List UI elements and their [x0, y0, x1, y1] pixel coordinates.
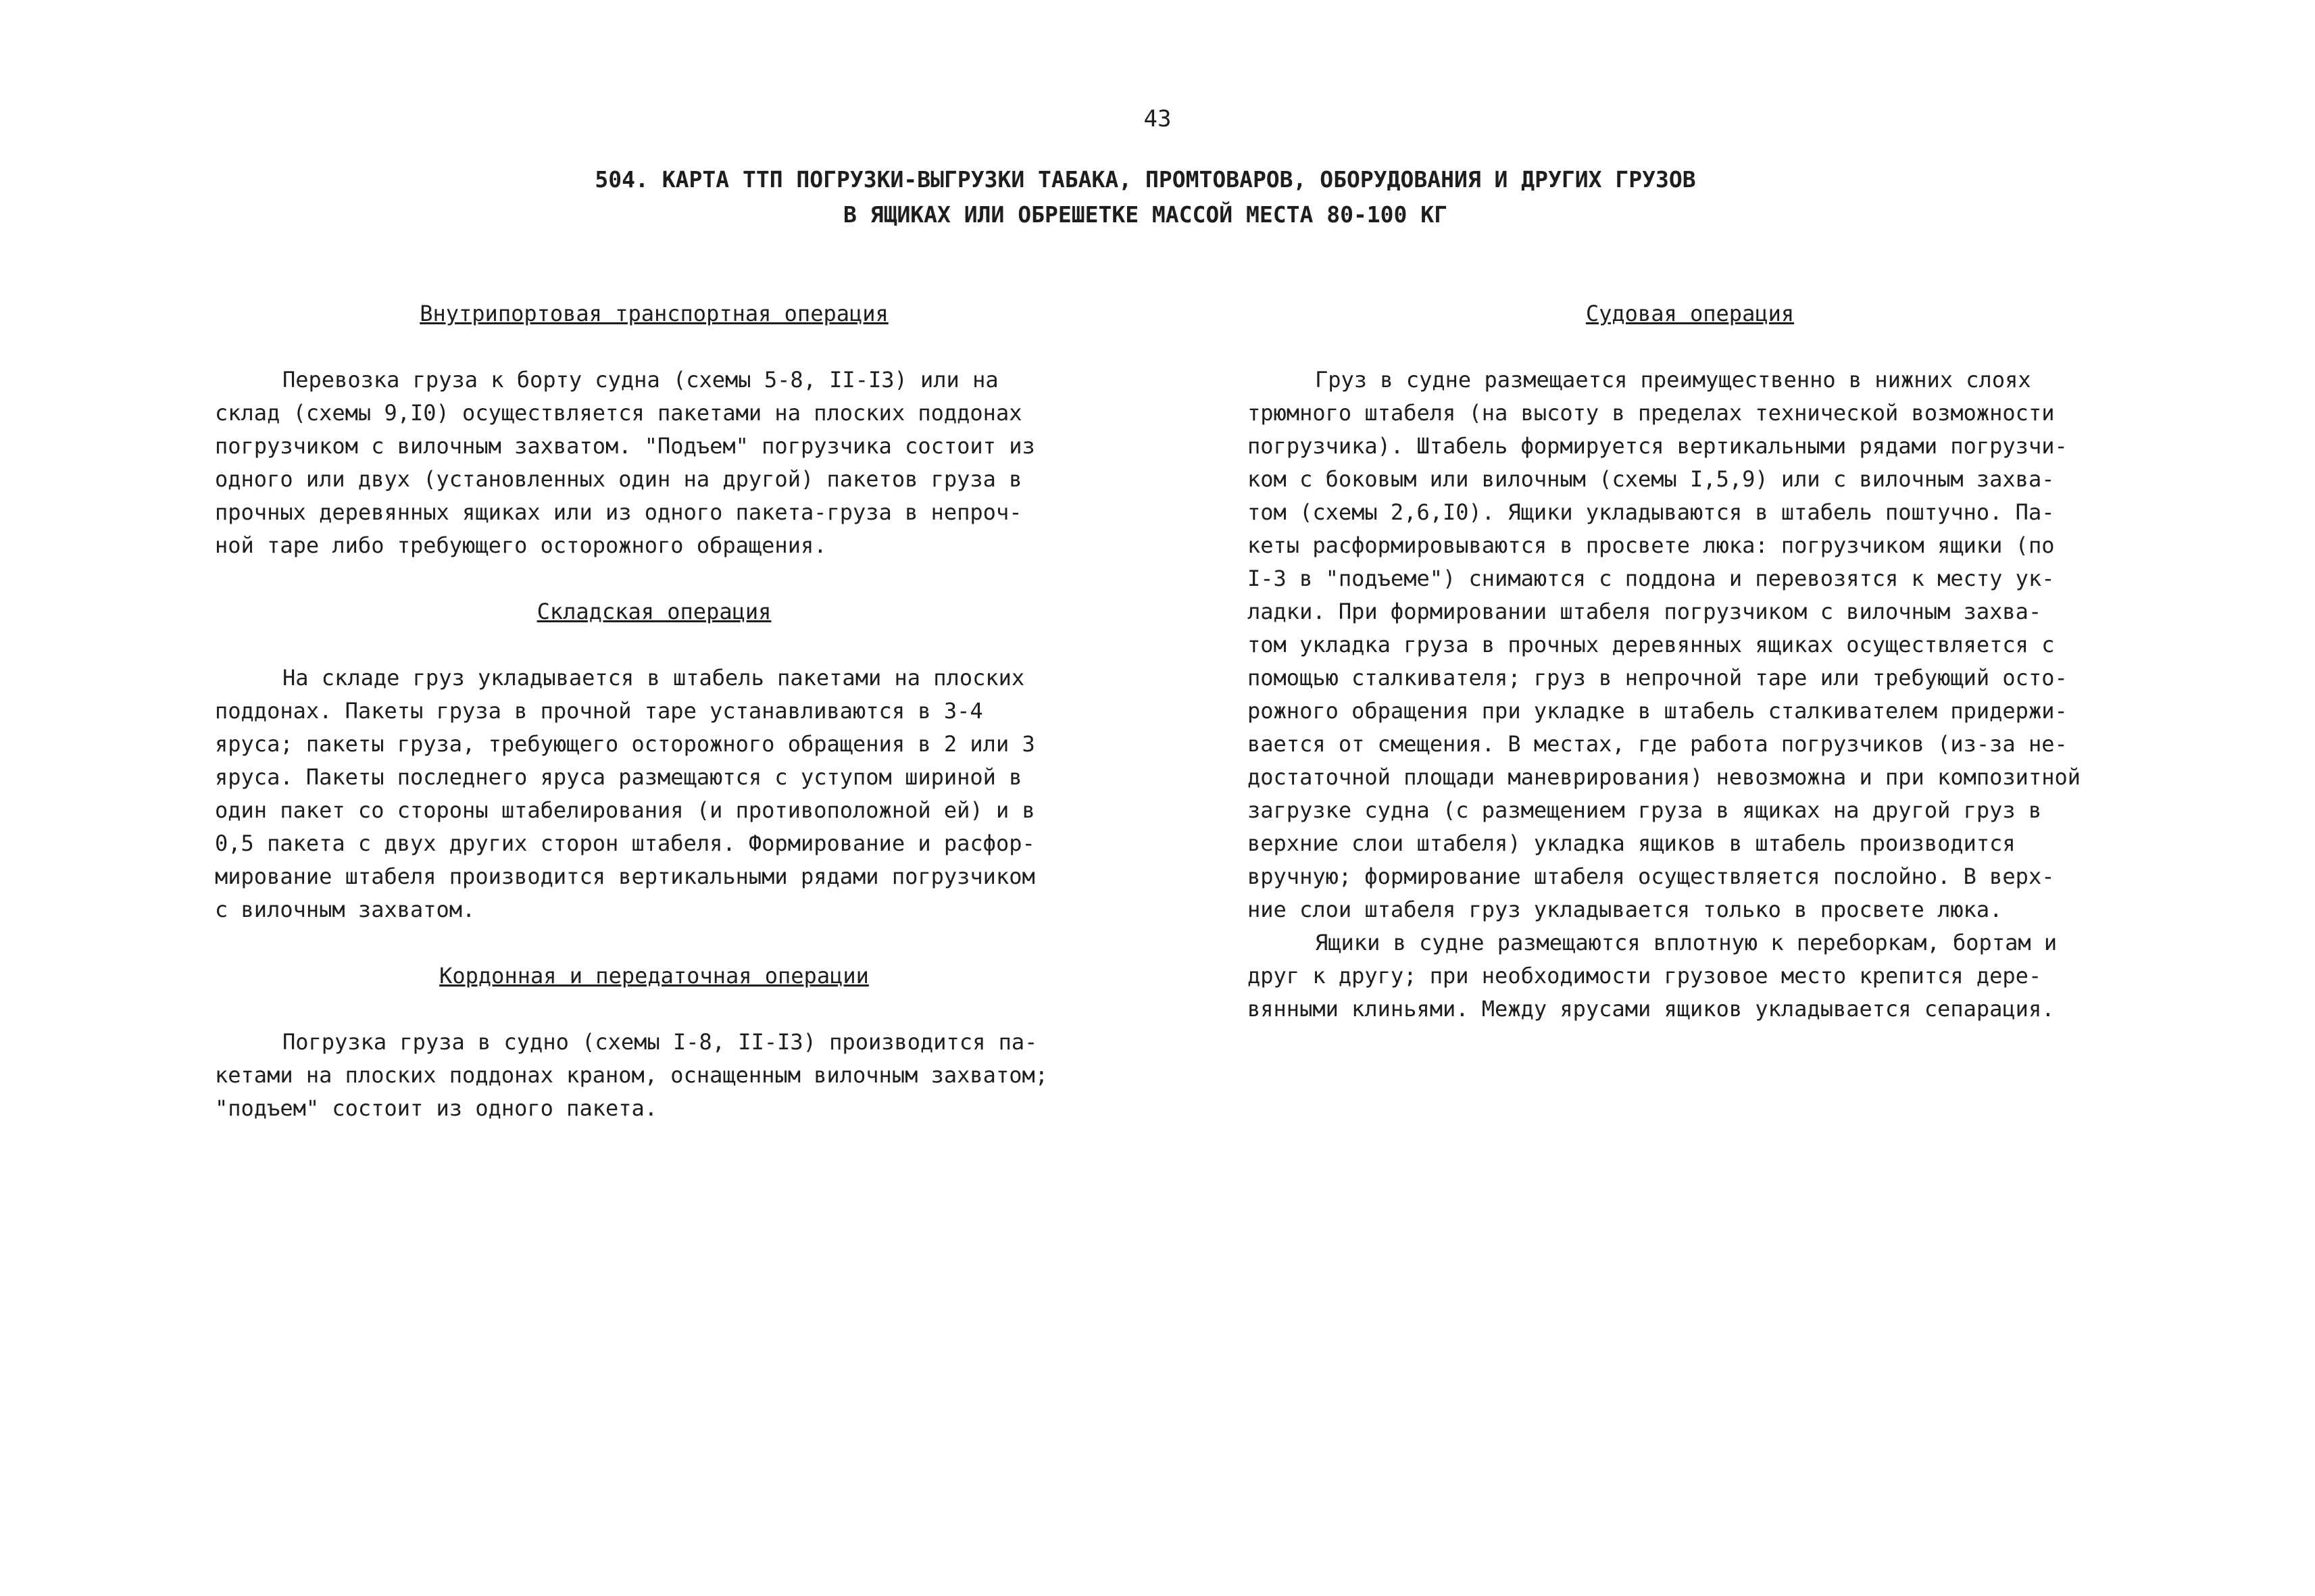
text-line: яруса. Пакеты последнего яруса размещаются с уступом шириной в	[215, 764, 1022, 790]
text-line: яруса; пакеты груза, требующего осторожного обращения в 2 или 3	[215, 731, 1035, 757]
text-line: том укладка груза в прочных деревянных ящиках осуществляется с	[1247, 632, 2055, 657]
text-line: Ящики в судне размещаются вплотную к переборкам, бортам и	[1315, 930, 2058, 955]
text-line: кеты расформировываются в просвете люка: погрузчиком ящики (по	[1247, 532, 2055, 558]
text-line: достаточной площади маневрирования) невозможна и при композитной	[1247, 764, 2081, 790]
title-line-2: В ЯЩИКАХ ИЛИ ОБРЕШЕТКЕ МАССОЙ МЕСТА 80-100 КГ	[843, 201, 1448, 228]
text-line: склад (схемы 9,I0) осуществляется пакетами на плоских поддонах	[215, 400, 1022, 426]
text-line: прочных деревянных ящиках или из одного пакета-груза в непроч-	[215, 499, 1022, 525]
text-line: трюмного штабеля (на высоту в пределах технической возможности	[1247, 400, 2055, 426]
text-line: I-3 в "подъеме") снимаются с поддона и перевозятся к месту ук-	[1247, 566, 2055, 591]
text-line: вается от смещения. В местах, где работа погрузчиков (из-за не-	[1247, 731, 2068, 757]
text-line: мирование штабеля производится вертикальными рядами погрузчиком	[215, 864, 1035, 889]
text-line: кетами на плоских поддонах краном, оснащенным вилочным захватом;	[215, 1062, 1048, 1088]
paragraph-ship-1	[1247, 364, 2133, 926]
text-line: том (схемы 2,6,I0). Ящики укладываются в штабель поштучно. Па-	[1247, 499, 2055, 525]
text-line: "подъем" состоит из одного пакета.	[215, 1095, 658, 1121]
text-line: с вилочным захватом.	[215, 897, 476, 922]
section-heading-transport: Внутрипортовая транспортная операция	[420, 301, 889, 326]
text-line: рожного обращения при укладке в штабель сталкивателем придержи-	[1247, 698, 2068, 724]
text-line: ние слои штабеля груз укладывается только в просвете люка.	[1247, 897, 2003, 922]
section-heading-warehouse: Складская операция	[537, 599, 772, 624]
text-line: ком с боковым или вилочным (схемы I,5,9) или с вилочным захва-	[1247, 466, 2055, 492]
text-line: погрузчика). Штабель формируется вертикальными рядами погрузчи-	[1247, 433, 2068, 459]
right-column	[1247, 297, 2133, 1026]
paragraph-cordon	[215, 1026, 1093, 1125]
text-line: помощью сталкивателя; груз в непрочной таре или требующий осто-	[1247, 665, 2068, 691]
text-line: Груз в судне размещается преимущественно в нижних слоях	[1315, 367, 2031, 393]
title-line-1: 504. КАРТА ТТП ПОГРУЗКИ-ВЫГРУЗКИ ТАБАКА, ПРОМТОВАРОВ, ОБОРУДОВАНИЯ И ДРУГИХ ГРУЗОВ	[595, 166, 1696, 193]
text-line: Перевозка груза к борту судна (схемы 5-8, II-I3) или на	[282, 367, 999, 393]
text-line: Погрузка груза в судно (схемы I-8, II-I3) производится па-	[282, 1029, 1038, 1055]
text-line: погрузчиком с вилочным захватом. "Подъем" погрузчика состоит из	[215, 433, 1035, 459]
text-line: загрузке судна (с размещением груза в ящиках на другой груз в	[1247, 797, 2042, 823]
section-heading-ship: Судовая операция	[1585, 301, 1795, 326]
text-line: 0,5 пакета с двух других сторон штабеля. Формирование и расфор-	[215, 830, 1035, 856]
section-heading-cordon: Кордонная и передаточная операции	[439, 963, 869, 989]
text-line: один пакет со стороны штабелирования (и противоположной ей) и в	[215, 797, 1035, 823]
text-line: вручную; формирование штабеля осуществляется послойно. В верх-	[1247, 864, 2055, 889]
text-line: На складе груз укладывается в штабель пакетами на плоских	[282, 665, 1025, 691]
page-number: 43	[1143, 105, 1172, 132]
paragraph-ship-2	[1247, 926, 2133, 1026]
paragraph-warehouse	[215, 662, 1093, 926]
text-line: ладки. При формировании штабеля погрузчиком с вилочным захва-	[1247, 599, 2042, 624]
document-title	[473, 162, 1818, 232]
paragraph-transport	[215, 364, 1093, 562]
text-line: друг к другу; при необходимости грузовое место крепится дере-	[1247, 963, 2042, 989]
text-line: ной таре либо требующего осторожного обращения.	[215, 532, 827, 558]
text-line: верхние слои штабеля) укладка ящиков в штабель производится	[1247, 830, 2016, 856]
left-column	[215, 297, 1093, 1125]
text-line: одного или двух (установленных один на другой) пакетов груза в	[215, 466, 1022, 492]
text-line: поддонах. Пакеты груза в прочной таре устанавливаются в 3-4	[215, 698, 983, 724]
text-line: вянными клиньями. Между ярусами ящиков укладывается сепарация.	[1247, 996, 2055, 1022]
